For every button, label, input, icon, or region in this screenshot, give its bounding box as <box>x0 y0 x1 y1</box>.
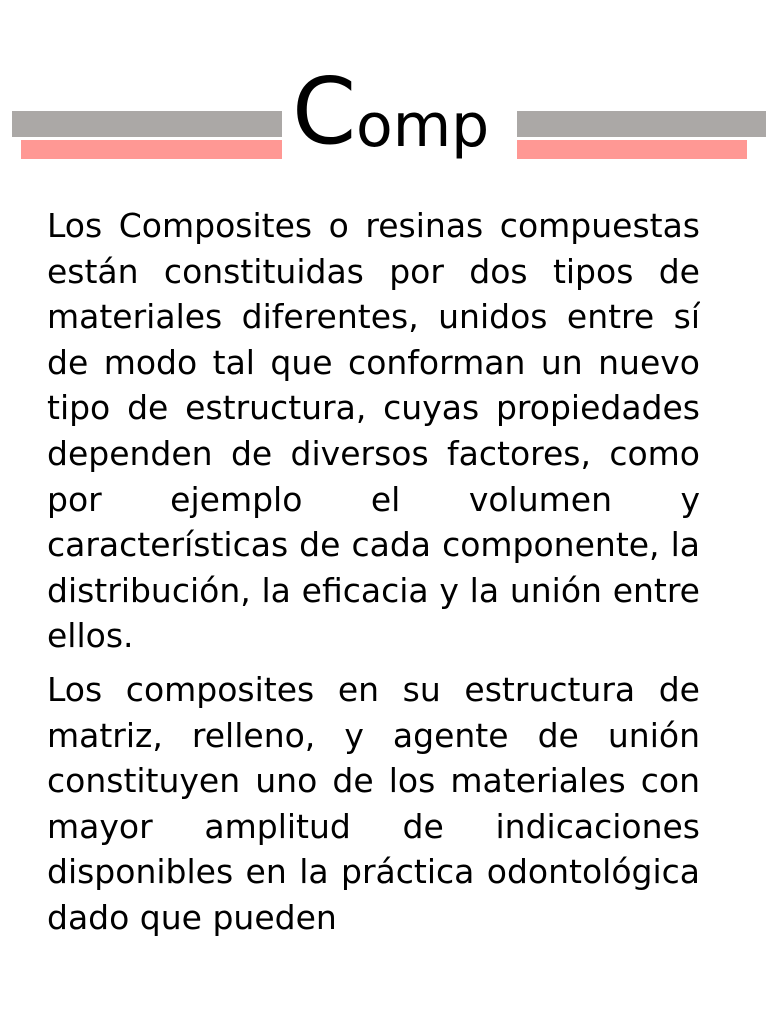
paragraph-1: Los Composites o resinas compuestas están constituidas por dos tipos de materiales diferentes, unidos entre sí de modo tal que conforman un nuevo tipo de estructura, cuyas propiedades dependen de diversos factores, como por ejemplo el volumen y características de cada componente, la distribución, la eficacia y la unión entre ellos. <box>47 206 700 656</box>
paragraph-2: Los composites en su estructura de matriz, relleno, y agente de unión constituyen uno de los materiales con mayor amplitud de indicaciones disponibles en la práctica odontológica dado que pueden <box>47 669 700 937</box>
title-bar-gray-right <box>517 111 766 137</box>
body-text <box>47 203 700 965</box>
page-title <box>292 50 512 170</box>
title-bar-pink-left <box>21 140 282 159</box>
title-first-letter: C <box>292 58 357 165</box>
title-rest: omp <box>356 91 490 161</box>
title-bar-pink-right <box>517 140 747 159</box>
title-bar-gray-left <box>12 111 282 137</box>
